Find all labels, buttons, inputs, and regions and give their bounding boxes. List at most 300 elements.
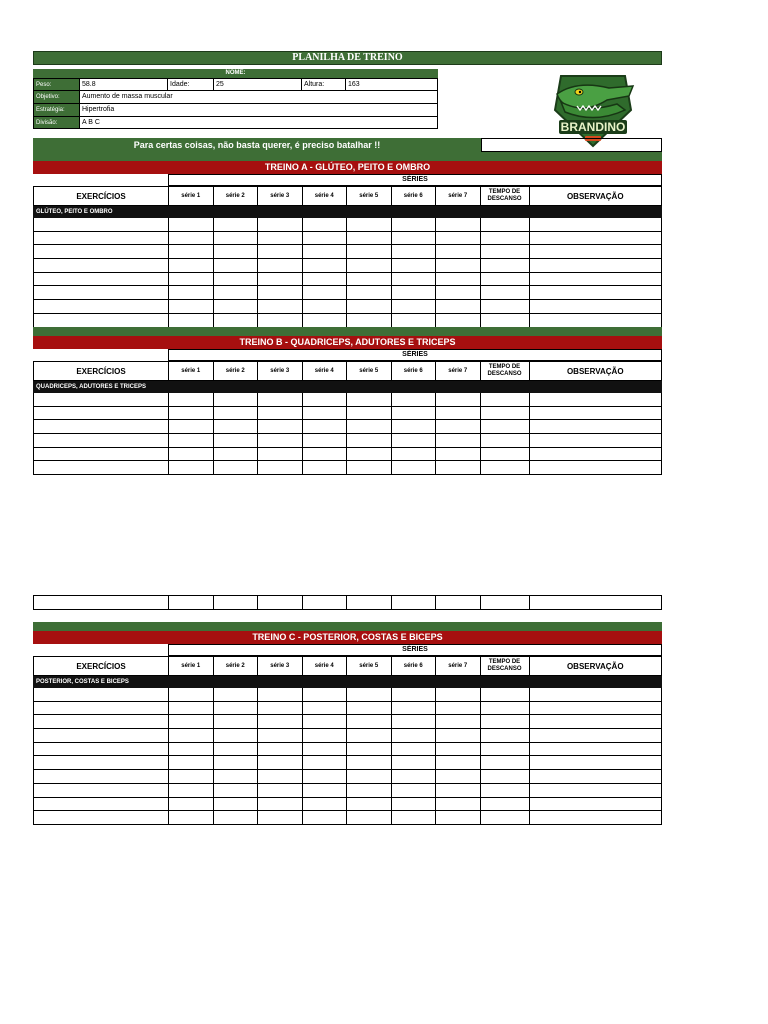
table-cell[interactable] <box>258 688 303 702</box>
header-observacao: OBSERVAÇÃO <box>529 187 662 206</box>
table-cell[interactable] <box>436 231 481 245</box>
table-cell[interactable] <box>347 797 392 811</box>
table-cell[interactable] <box>302 272 347 286</box>
table-cell[interactable] <box>213 447 258 461</box>
table-cell[interactable] <box>347 701 392 715</box>
table-cell[interactable] <box>391 811 436 825</box>
table-cell[interactable] <box>347 393 392 407</box>
table-cell[interactable] <box>34 420 169 434</box>
table-cell[interactable] <box>169 783 214 797</box>
table-cell[interactable] <box>169 420 214 434</box>
table-cell[interactable] <box>529 729 662 743</box>
tempo-line-1: TEMPO DE <box>488 659 521 665</box>
table-cell[interactable] <box>436 313 481 327</box>
table-cell[interactable] <box>169 313 214 327</box>
table-cell[interactable] <box>480 286 529 300</box>
table-cell[interactable] <box>213 300 258 314</box>
altura-value[interactable]: 163 <box>346 79 438 91</box>
table-cell[interactable] <box>213 729 258 743</box>
category-row: POSTERIOR, COSTAS E BICEPS <box>34 676 662 688</box>
table-cell[interactable] <box>480 313 529 327</box>
table-cell[interactable] <box>391 300 436 314</box>
table-cell[interactable] <box>480 701 529 715</box>
table-cell[interactable] <box>347 596 392 610</box>
objetivo-label: Objetivo: <box>34 91 80 104</box>
header-serie-7: série 7 <box>436 187 481 206</box>
table-cell[interactable] <box>436 811 481 825</box>
table-cell[interactable] <box>436 770 481 784</box>
table-row <box>34 313 662 327</box>
table-cell[interactable] <box>169 447 214 461</box>
table-cell[interactable] <box>480 420 529 434</box>
table-cell[interactable] <box>302 300 347 314</box>
table-cell[interactable] <box>34 811 169 825</box>
header-serie-2: série 2 <box>213 657 258 676</box>
table-cell[interactable] <box>258 313 303 327</box>
table-cell[interactable] <box>169 756 214 770</box>
table-cell[interactable] <box>347 742 392 756</box>
section-treino-b <box>33 336 662 475</box>
table-cell[interactable] <box>258 742 303 756</box>
table-cell[interactable] <box>436 783 481 797</box>
table-cell[interactable] <box>391 756 436 770</box>
table-cell[interactable] <box>213 797 258 811</box>
table-cell[interactable] <box>169 231 214 245</box>
table-cell[interactable] <box>480 231 529 245</box>
table-cell[interactable] <box>34 783 169 797</box>
table-cell[interactable] <box>480 406 529 420</box>
table-cell[interactable] <box>480 797 529 811</box>
tempo-line-2: DESCANSO <box>487 371 522 377</box>
table-cell[interactable] <box>302 742 347 756</box>
table-cell[interactable] <box>302 783 347 797</box>
table-cell[interactable] <box>391 770 436 784</box>
table-cell[interactable] <box>391 420 436 434</box>
table-cell[interactable] <box>436 406 481 420</box>
table-cell[interactable] <box>258 729 303 743</box>
table-cell[interactable] <box>436 272 481 286</box>
table-cell[interactable] <box>529 797 662 811</box>
table-cell[interactable] <box>258 272 303 286</box>
table-cell[interactable] <box>302 245 347 259</box>
table-cell[interactable] <box>34 770 169 784</box>
table-cell[interactable] <box>436 797 481 811</box>
table-cell[interactable] <box>436 259 481 273</box>
table-cell[interactable] <box>169 300 214 314</box>
table-row <box>34 420 662 434</box>
table-cell[interactable] <box>213 420 258 434</box>
table-cell[interactable] <box>436 300 481 314</box>
table-row <box>34 701 662 715</box>
table-cell[interactable] <box>213 393 258 407</box>
table-cell[interactable] <box>258 461 303 475</box>
table-cell[interactable] <box>436 701 481 715</box>
table-cell[interactable] <box>34 756 169 770</box>
table-cell[interactable] <box>302 286 347 300</box>
table-cell[interactable] <box>347 259 392 273</box>
table-cell[interactable] <box>302 434 347 448</box>
table-cell[interactable] <box>347 420 392 434</box>
table-cell[interactable] <box>34 218 169 232</box>
table-row <box>34 272 662 286</box>
table-cell[interactable] <box>391 742 436 756</box>
table-cell[interactable] <box>258 259 303 273</box>
table-cell[interactable] <box>347 756 392 770</box>
table-cell[interactable] <box>34 231 169 245</box>
table-cell[interactable] <box>436 729 481 743</box>
table-cell[interactable] <box>34 434 169 448</box>
table-cell[interactable] <box>391 406 436 420</box>
table-cell[interactable] <box>529 245 662 259</box>
brand-logo <box>547 70 639 148</box>
table-cell[interactable] <box>302 770 347 784</box>
table-cell[interactable] <box>34 596 169 610</box>
header-observacao: OBSERVAÇÃO <box>529 657 662 676</box>
workout-table-a <box>33 186 662 341</box>
table-cell[interactable] <box>480 245 529 259</box>
table-cell[interactable] <box>529 461 662 475</box>
table-cell[interactable] <box>213 406 258 420</box>
table-cell[interactable] <box>480 770 529 784</box>
table-cell[interactable] <box>302 729 347 743</box>
table-cell[interactable] <box>347 783 392 797</box>
table-cell[interactable] <box>302 447 347 461</box>
table-cell[interactable] <box>529 770 662 784</box>
table-cell[interactable] <box>213 461 258 475</box>
table-cell[interactable] <box>34 447 169 461</box>
table-cell[interactable] <box>480 742 529 756</box>
table-cell[interactable] <box>347 300 392 314</box>
header-serie-3: série 3 <box>258 362 303 381</box>
table-cell[interactable] <box>529 272 662 286</box>
table-cell[interactable] <box>347 434 392 448</box>
table-cell[interactable] <box>169 797 214 811</box>
table-cell[interactable] <box>480 783 529 797</box>
table-cell[interactable] <box>34 406 169 420</box>
table-cell[interactable] <box>480 729 529 743</box>
table-cell[interactable] <box>529 715 662 729</box>
table-cell[interactable] <box>391 701 436 715</box>
table-cell[interactable] <box>347 245 392 259</box>
table-row <box>34 231 662 245</box>
table-cell[interactable] <box>34 715 169 729</box>
table-cell[interactable] <box>302 406 347 420</box>
altura-label: Altura: <box>302 79 346 91</box>
table-cell[interactable] <box>480 756 529 770</box>
table-cell[interactable] <box>169 393 214 407</box>
table-cell[interactable] <box>34 313 169 327</box>
table-cell[interactable] <box>34 797 169 811</box>
table-cell[interactable] <box>391 231 436 245</box>
table-cell[interactable] <box>34 300 169 314</box>
table-cell[interactable] <box>480 688 529 702</box>
table-cell[interactable] <box>34 688 169 702</box>
table-cell[interactable] <box>213 756 258 770</box>
table-cell[interactable] <box>258 797 303 811</box>
table-cell[interactable] <box>302 461 347 475</box>
table-cell[interactable] <box>258 218 303 232</box>
table-cell[interactable] <box>302 218 347 232</box>
table-cell[interactable] <box>529 783 662 797</box>
table-cell[interactable] <box>34 286 169 300</box>
table-cell[interactable] <box>391 688 436 702</box>
table-cell[interactable] <box>347 729 392 743</box>
table-cell[interactable] <box>169 272 214 286</box>
table-row <box>34 406 662 420</box>
header-tempo-descanso <box>480 187 529 206</box>
table-cell[interactable] <box>213 811 258 825</box>
table-row <box>34 797 662 811</box>
table-cell[interactable] <box>391 313 436 327</box>
table-cell[interactable] <box>436 447 481 461</box>
table-cell[interactable] <box>529 688 662 702</box>
table-cell[interactable] <box>391 783 436 797</box>
table-cell[interactable] <box>391 797 436 811</box>
table-cell[interactable] <box>258 231 303 245</box>
table-cell[interactable] <box>169 434 214 448</box>
table-cell[interactable] <box>391 461 436 475</box>
table-cell[interactable] <box>347 286 392 300</box>
table-cell[interactable] <box>34 259 169 273</box>
table-cell[interactable] <box>391 218 436 232</box>
table-cell[interactable] <box>34 245 169 259</box>
table-cell[interactable] <box>34 461 169 475</box>
table-cell[interactable] <box>391 393 436 407</box>
header-serie-4: série 4 <box>302 362 347 381</box>
table-cell[interactable] <box>391 245 436 259</box>
table-cell[interactable] <box>213 770 258 784</box>
table-cell[interactable] <box>258 596 303 610</box>
header-serie-1: série 1 <box>169 187 214 206</box>
table-cell[interactable] <box>302 231 347 245</box>
table-cell[interactable] <box>258 756 303 770</box>
divisao-value[interactable]: A B C <box>80 117 438 129</box>
table-cell[interactable] <box>391 272 436 286</box>
table-cell[interactable] <box>529 300 662 314</box>
table-cell[interactable] <box>213 742 258 756</box>
header-serie-1: série 1 <box>169 362 214 381</box>
table-cell[interactable] <box>436 393 481 407</box>
table-cell[interactable] <box>302 811 347 825</box>
table-cell[interactable] <box>258 300 303 314</box>
table-cell[interactable] <box>169 259 214 273</box>
table-cell[interactable] <box>529 701 662 715</box>
table-cell[interactable] <box>436 434 481 448</box>
table-cell[interactable] <box>391 434 436 448</box>
table-cell[interactable] <box>436 742 481 756</box>
table-cell[interactable] <box>34 272 169 286</box>
table-cell[interactable] <box>302 596 347 610</box>
table-cell[interactable] <box>34 742 169 756</box>
table-cell[interactable] <box>436 218 481 232</box>
table-cell[interactable] <box>169 406 214 420</box>
table-cell[interactable] <box>529 406 662 420</box>
table-cell[interactable] <box>436 596 481 610</box>
table-cell[interactable] <box>169 729 214 743</box>
table-cell[interactable] <box>302 393 347 407</box>
name-label: NOME: <box>33 69 438 78</box>
table-cell[interactable] <box>302 313 347 327</box>
table-cell[interactable] <box>347 461 392 475</box>
header-exercicios: EXERCÍCIOS <box>34 187 169 206</box>
table-cell[interactable] <box>391 596 436 610</box>
table-row <box>34 218 662 232</box>
table-cell[interactable] <box>480 272 529 286</box>
table-cell[interactable] <box>258 245 303 259</box>
header-tempo-descanso <box>480 657 529 676</box>
table-cell[interactable] <box>169 461 214 475</box>
table-cell[interactable] <box>302 797 347 811</box>
table-cell[interactable] <box>391 729 436 743</box>
table-cell[interactable] <box>529 420 662 434</box>
table-cell[interactable] <box>436 715 481 729</box>
table-cell[interactable] <box>213 434 258 448</box>
table-cell[interactable] <box>391 715 436 729</box>
table-cell[interactable] <box>347 313 392 327</box>
table-cell[interactable] <box>213 313 258 327</box>
table-cell[interactable] <box>169 770 214 784</box>
table-cell[interactable] <box>213 231 258 245</box>
table-cell[interactable] <box>529 218 662 232</box>
header-tempo-descanso <box>480 362 529 381</box>
table-cell[interactable] <box>480 393 529 407</box>
table-cell[interactable] <box>391 286 436 300</box>
table-cell[interactable] <box>258 447 303 461</box>
table-cell[interactable] <box>302 756 347 770</box>
table-cell[interactable] <box>529 811 662 825</box>
table-cell[interactable] <box>529 313 662 327</box>
table-cell[interactable] <box>169 245 214 259</box>
table-cell[interactable] <box>258 420 303 434</box>
table-cell[interactable] <box>302 420 347 434</box>
table-row <box>34 729 662 743</box>
table-cell[interactable] <box>347 231 392 245</box>
table-cell[interactable] <box>258 715 303 729</box>
table-cell[interactable] <box>258 783 303 797</box>
table-cell[interactable] <box>34 701 169 715</box>
table-cell[interactable] <box>347 272 392 286</box>
table-cell[interactable] <box>347 688 392 702</box>
table-cell[interactable] <box>480 715 529 729</box>
table-cell[interactable] <box>169 688 214 702</box>
header-serie-3: série 3 <box>258 657 303 676</box>
table-row <box>34 461 662 475</box>
header-serie-6: série 6 <box>391 657 436 676</box>
table-cell[interactable] <box>169 811 214 825</box>
quote-side-box <box>481 138 662 152</box>
tempo-line-1: TEMPO DE <box>488 364 521 370</box>
table-row <box>34 300 662 314</box>
table-cell[interactable] <box>480 434 529 448</box>
table-cell[interactable] <box>347 811 392 825</box>
table-cell[interactable] <box>480 596 529 610</box>
table-cell[interactable] <box>213 259 258 273</box>
table-cell[interactable] <box>480 447 529 461</box>
table-cell[interactable] <box>258 701 303 715</box>
table-cell[interactable] <box>258 406 303 420</box>
divider-strip <box>33 622 662 631</box>
table-cell[interactable] <box>213 701 258 715</box>
table-cell[interactable] <box>213 783 258 797</box>
table-cell[interactable] <box>529 231 662 245</box>
header-serie-1: série 1 <box>169 657 214 676</box>
table-cell[interactable] <box>347 218 392 232</box>
idade-value[interactable]: 25 <box>214 79 302 91</box>
peso-value[interactable]: 58.8 <box>80 79 168 91</box>
table-cell[interactable] <box>213 286 258 300</box>
table-cell[interactable] <box>480 461 529 475</box>
table-cell[interactable] <box>347 770 392 784</box>
table-cell[interactable] <box>34 393 169 407</box>
table-cell[interactable] <box>213 218 258 232</box>
table-cell[interactable] <box>347 715 392 729</box>
table-cell[interactable] <box>529 756 662 770</box>
table-cell[interactable] <box>213 245 258 259</box>
table-cell[interactable] <box>169 596 214 610</box>
table-cell[interactable] <box>302 715 347 729</box>
table-cell[interactable] <box>302 688 347 702</box>
loose-row <box>33 595 662 610</box>
table-cell[interactable] <box>480 218 529 232</box>
table-cell[interactable] <box>436 461 481 475</box>
table-cell[interactable] <box>347 406 392 420</box>
objetivo-value[interactable]: Aumento de massa muscular <box>80 91 438 104</box>
table-cell[interactable] <box>258 811 303 825</box>
table-cell[interactable] <box>258 393 303 407</box>
table-cell[interactable] <box>436 756 481 770</box>
table-cell[interactable] <box>213 272 258 286</box>
table-cell[interactable] <box>213 596 258 610</box>
table-cell[interactable] <box>391 447 436 461</box>
table-cell[interactable] <box>436 420 481 434</box>
header-serie-3: série 3 <box>258 187 303 206</box>
header-serie-5: série 5 <box>347 657 392 676</box>
table-cell[interactable] <box>480 811 529 825</box>
header-serie-2: série 2 <box>213 187 258 206</box>
table-cell[interactable] <box>529 259 662 273</box>
table-cell[interactable] <box>169 701 214 715</box>
estrategia-value[interactable]: Hipertrofia <box>80 104 438 117</box>
table-cell[interactable] <box>169 715 214 729</box>
table-cell[interactable] <box>529 286 662 300</box>
section-title: TREINO A - GLÚTEO, PEITO E OMBRO <box>33 161 662 174</box>
table-cell[interactable] <box>169 286 214 300</box>
table-cell[interactable] <box>258 434 303 448</box>
table-cell[interactable] <box>529 434 662 448</box>
table-cell[interactable] <box>34 729 169 743</box>
table-cell[interactable] <box>258 770 303 784</box>
table-cell[interactable] <box>213 715 258 729</box>
table-cell[interactable] <box>302 259 347 273</box>
table-cell[interactable] <box>529 393 662 407</box>
table-cell[interactable] <box>391 259 436 273</box>
table-cell[interactable] <box>436 245 481 259</box>
table-cell[interactable] <box>302 701 347 715</box>
table-cell[interactable] <box>436 688 481 702</box>
table-cell[interactable] <box>213 688 258 702</box>
table-cell[interactable] <box>529 596 662 610</box>
table-cell[interactable] <box>480 259 529 273</box>
table-cell[interactable] <box>258 286 303 300</box>
table-cell[interactable] <box>347 447 392 461</box>
table-cell[interactable] <box>169 742 214 756</box>
table-cell[interactable] <box>529 742 662 756</box>
table-cell[interactable] <box>529 447 662 461</box>
table-row <box>34 245 662 259</box>
table-cell[interactable] <box>169 218 214 232</box>
table-cell[interactable] <box>480 300 529 314</box>
table-cell[interactable] <box>436 286 481 300</box>
